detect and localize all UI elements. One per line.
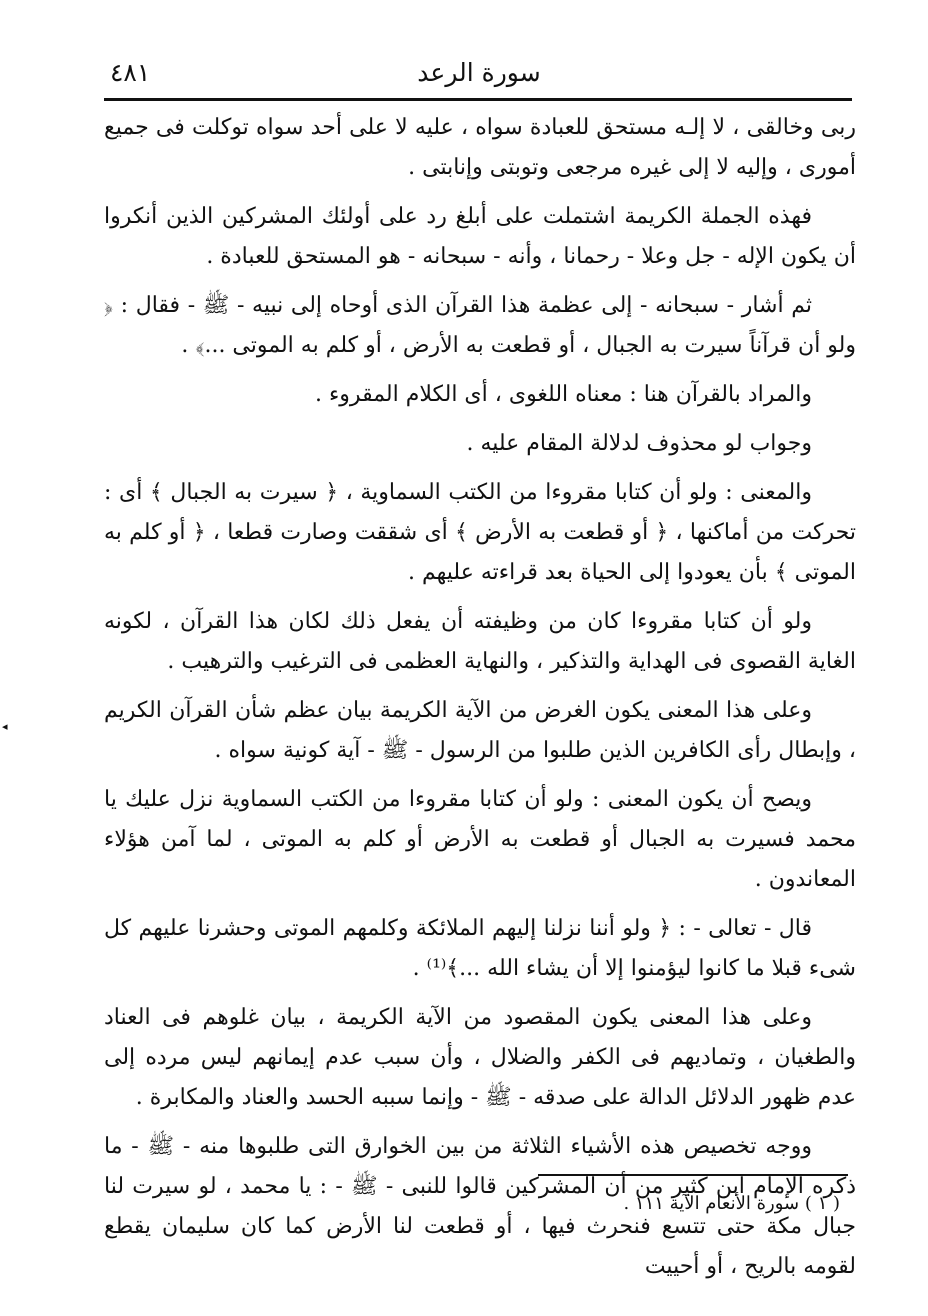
page-header (110, 58, 848, 94)
paragraph-7: ولو أن كتابا مقروءا كان من وظيفته أن يفعل ذلك لكان هذا القرآن ، لكونه الغاية القصوى فى الهداية والتذكير ، والنهاية العظمى فى الترغيب والترهيب . (104, 609, 856, 674)
paragraph-2: فهذه الجملة الكريمة اشتملت على أبلغ رد على أولئك المشركين الذين أنكروا أن يكون الإله - جل وعلا - رحمانا ، وأنه - سبحانه - هو المستحق للعبادة . (104, 204, 856, 269)
paragraph-5: وجواب لو محذوف لدلالة المقام عليه . (466, 431, 812, 456)
margin-mark: ◂ (2, 720, 8, 733)
paragraph-4: والمراد بالقرآن هنا : معناه اللغوى ، أى الكلام المقروء . (314, 382, 812, 407)
paragraph-12: ووجه تخصيص هذه الأشياء الثلاثة من بين الخوارق التى طلبوها منه - ﷺ - ما ذكره الإمام ابن كثير من أن المشركين قالوا للنبى - ﷺ - : يا محمد ، لو سيرت لنا جبال مكة حتى تتسع فنحرث فيها ، أو قطعت لنا الأرض كما كان سليمان يقطع لقومه بالريح ، أو أحييت (104, 1134, 856, 1279)
paragraph-10: قال - تعالى - : ﴿ ولو أننا نزلنا إليهم الملائكة وكلمهم الموتى وحشرنا عليهم كل شىء قبلا ما كانوا ليؤمنوا إلا أن يشاء الله ...﴾⁽¹⁾ . (104, 916, 856, 981)
paragraph-3: ثم أشار - سبحانه - إلى عظمة هذا القرآن الذى أوحاه إلى نبيه - ﷺ - فقال : ﴿ ولو أن قرآناً سيرت به الجبال ، أو قطعت به الأرض ، أو كلم به الموتى ...﴾ . (104, 293, 856, 358)
page-number: ٤٨١ (110, 58, 151, 87)
paragraph-9: ويصح أن يكون المعنى : ولو أن كتابا مقروءا من الكتب السماوية نزل عليك يا محمد فسيرت به الجبال أو قطعت به الأرض أو كلم به الموتى ، لما آمن هؤلاء المعاندون . (104, 787, 856, 892)
paragraph-8: وعلى هذا المعنى يكون الغرض من الآية الكريمة بيان عظم شأن القرآن الكريم ، وإبطال رأى الكافرين الذين طلبوا من الرسول - ﷺ - آية كونية سواه . (104, 698, 856, 763)
header-rule (104, 98, 852, 101)
surah-title: سورة الرعد (417, 58, 541, 87)
paragraph-1: ربى وخالقى ، لا إلـه مستحق للعبادة سواه ، عليه لا على أحد سواه توكلت فى جميع أمورى ، وإليه لا إلى غيره مرجعى وتوبتى وإنابتى . (104, 115, 856, 180)
paragraph-11: وعلى هذا المعنى يكون المقصود من الآية الكريمة ، بيان غلوهم فى العناد والطغيان ، وتماديهم فى الكفر والضلال ، وأن سبب عدم إيمانهم ليس مرده إلى عدم ظهور الدلائل الدالة على صدقه - ﷺ - وإنما سببه الحسد والعناد والمكابرة . (104, 1005, 856, 1110)
paragraph-6: والمعنى : ولو أن كتابا مقروءا من الكتب السماوية ، ﴿ سيرت به الجبال ﴾ أى : تحركت من أماكنها ، ﴿ أو قطعت به الأرض ﴾ أى شققت وصارت قطعا ، ﴿ أو كلم به الموتى ﴾ بأن يعودوا إلى الحياة بعد قراءته عليهم . (104, 480, 856, 585)
footnote: ( ١ ) سورة الأنعام الآية ١١١ . (623, 1193, 840, 1214)
footnote-rule (538, 1174, 848, 1176)
